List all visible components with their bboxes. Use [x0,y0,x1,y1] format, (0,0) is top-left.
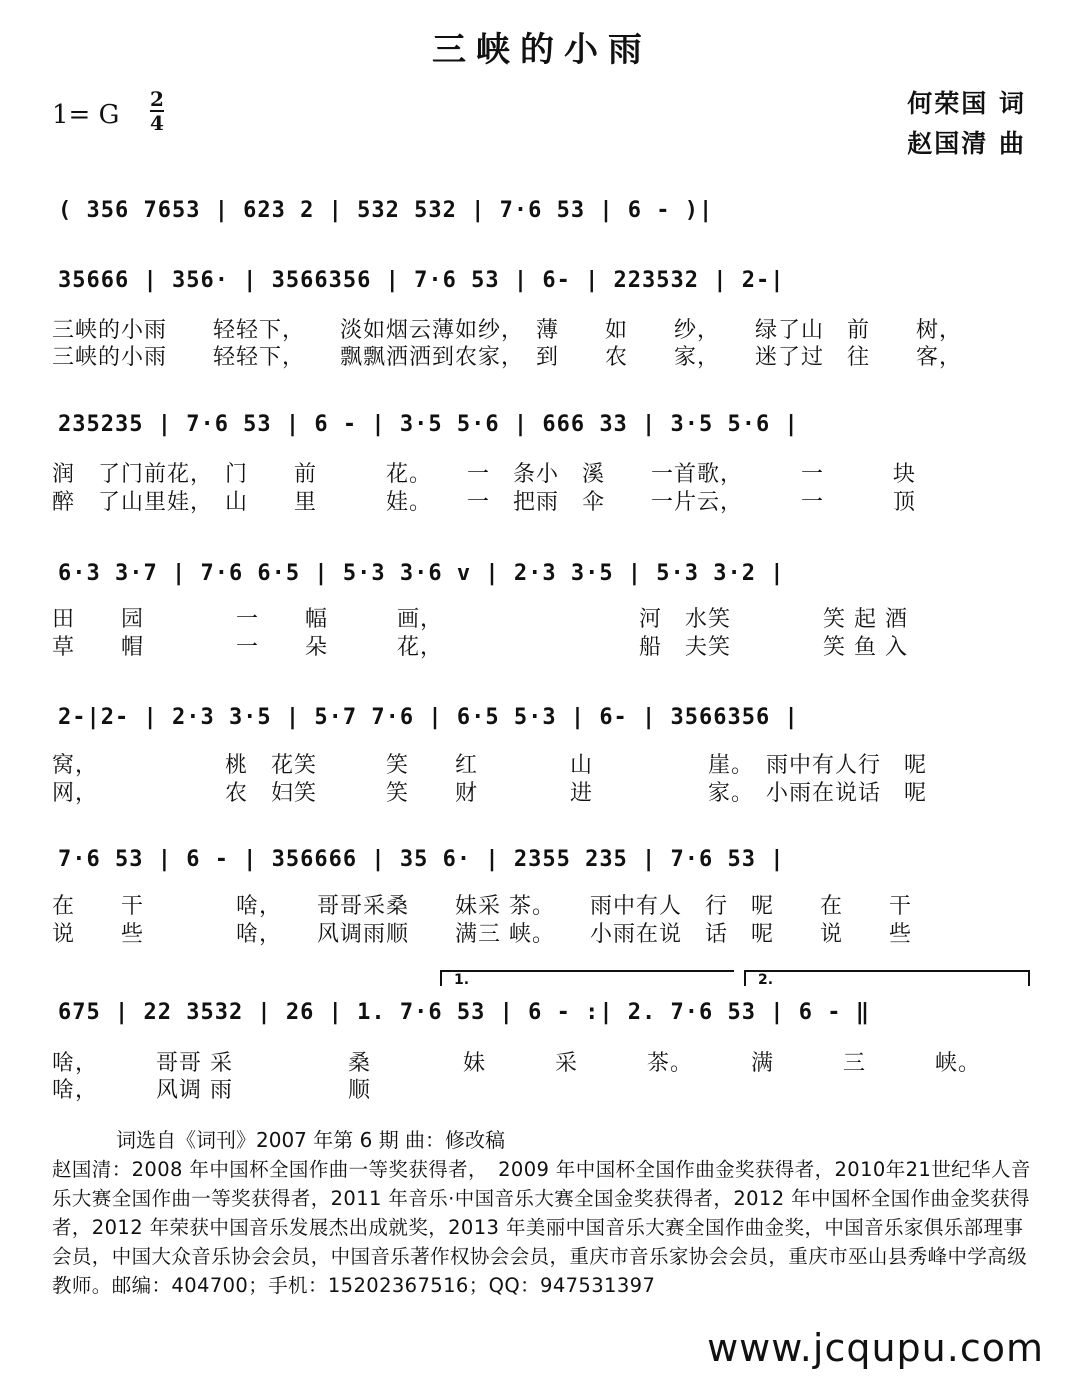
time-signature [150,88,164,134]
lyric-3-verse-2: 醉 了山里娃， 山 里 娃。 一 把雨 伞 一片云， 一 顶 [52,490,917,515]
lyric-6-verse-2: 说 些 啥， 风调雨顺 满三 峡。 小雨在说 话 呢 说 些 [52,922,912,947]
score-line-3: 235235 | 7·6 53 | 6 - | 3·5 5·6 | 666 33 | 3·5 5·6 | [58,412,799,437]
site-watermark: www.jcqupu.com [707,1326,1044,1370]
lyric-3-verse-1: 润 了门前花， 门 前 花。 一 条小 溪 一首歌， 一 块 [52,462,917,487]
lyricist-credit: 何荣国 词 [907,89,1026,118]
time-sig-top: 2 [150,87,164,111]
score-line-6: 7·6 53 | 6 - | 356666 | 35 6· | 2355 235 | 7·6 53 | [58,847,785,872]
lyric-2-verse-2: 三峡的小雨 轻轻下， 飘飘洒洒到农家， 到 农 家， 迷了过 往 客， [52,345,963,370]
lyric-4-verse-1: 田 园 一 幅 画， 河 水笑 笑 起 酒 [52,607,908,632]
lyric-5-verse-1: 窝， 桃 花笑 笑 红 山 崖。 雨中有人行 呢 [52,753,928,778]
lyric-5-verse-2: 网， 农 妇笑 笑 财 进 家。 小雨在说话 呢 [52,781,928,806]
score-line-2: 35666 | 356· | 3566356 | 7·6 53 | 6- | 223532 | 2-| [58,268,785,293]
song-title: 三峡的小雨 [432,30,652,70]
lyric-2-verse-1: 三峡的小雨 轻轻下， 淡如烟云薄如纱， 薄 如 纱， 绿了山 前 树， [52,318,963,343]
key-signature: 1= G [52,100,120,130]
lyric-7-verse-2: 啥， 风调 雨 顺 [52,1078,371,1103]
lyric-7-verse-1: 啥， 哥哥 采 桑 妹 采 茶。 满 三 峡。 [52,1051,981,1076]
first-ending-bracket: 1. [440,970,734,986]
source-footnote: 词选自《词刊》2007 年第 6 期 曲：修改稿 [116,1128,506,1152]
second-ending-bracket: 2. [744,970,1030,986]
composer-credit: 赵国清 曲 [907,129,1026,158]
score-line-5: 2-|2- | 2·3 3·5 | 5·7 7·6 | 6·5 5·3 | 6- | 3566356 | [58,705,799,730]
lyric-6-verse-1: 在 干 啥， 哥哥采桑 妹采 茶。 雨中有人 行 呢 在 干 [52,894,912,919]
score-line-1: ( 356 7653 | 623 2 | 532 532 | 7·6 53 | 6 - )| [58,198,714,223]
score-line-7: 675 | 22 3532 | 26 | 1. 7·6 53 | 6 - :| 2. 7·6 53 | 6 - ‖ [58,1000,870,1025]
time-sig-bottom: 4 [150,111,164,135]
composer-bio: 赵国清：2008 年中国杯全国作曲一等奖获得者， 2009 年中国杯全国作曲金奖获得者，2010年21世纪华人音乐大赛全国作曲一等奖获得者，2011 年音乐·中国音乐大赛全国金奖获得者，2012 年中国杯全国作曲金奖获得者，2012 年荣获中国音乐发展杰出成就奖，2013 年美丽中国音乐大赛全国作曲金奖，中国音乐家俱乐部理事会员，中国大众音乐协会会员，中国音乐著作权协会会员，重庆市音乐家协会会员，重庆市巫山县秀峰中学高级教师。邮编：404700；手机：15202367516；QQ：947531397 [52,1158,1031,1297]
lyric-4-verse-2: 草 帽 一 朵 花， 船 夫笑 笑 鱼 入 [52,635,908,660]
score-line-4: 6·3 3·7 | 7·6 6·5 | 5·3 3·6 v | 2·3 3·5 | 5·3 3·2 | [58,561,785,586]
